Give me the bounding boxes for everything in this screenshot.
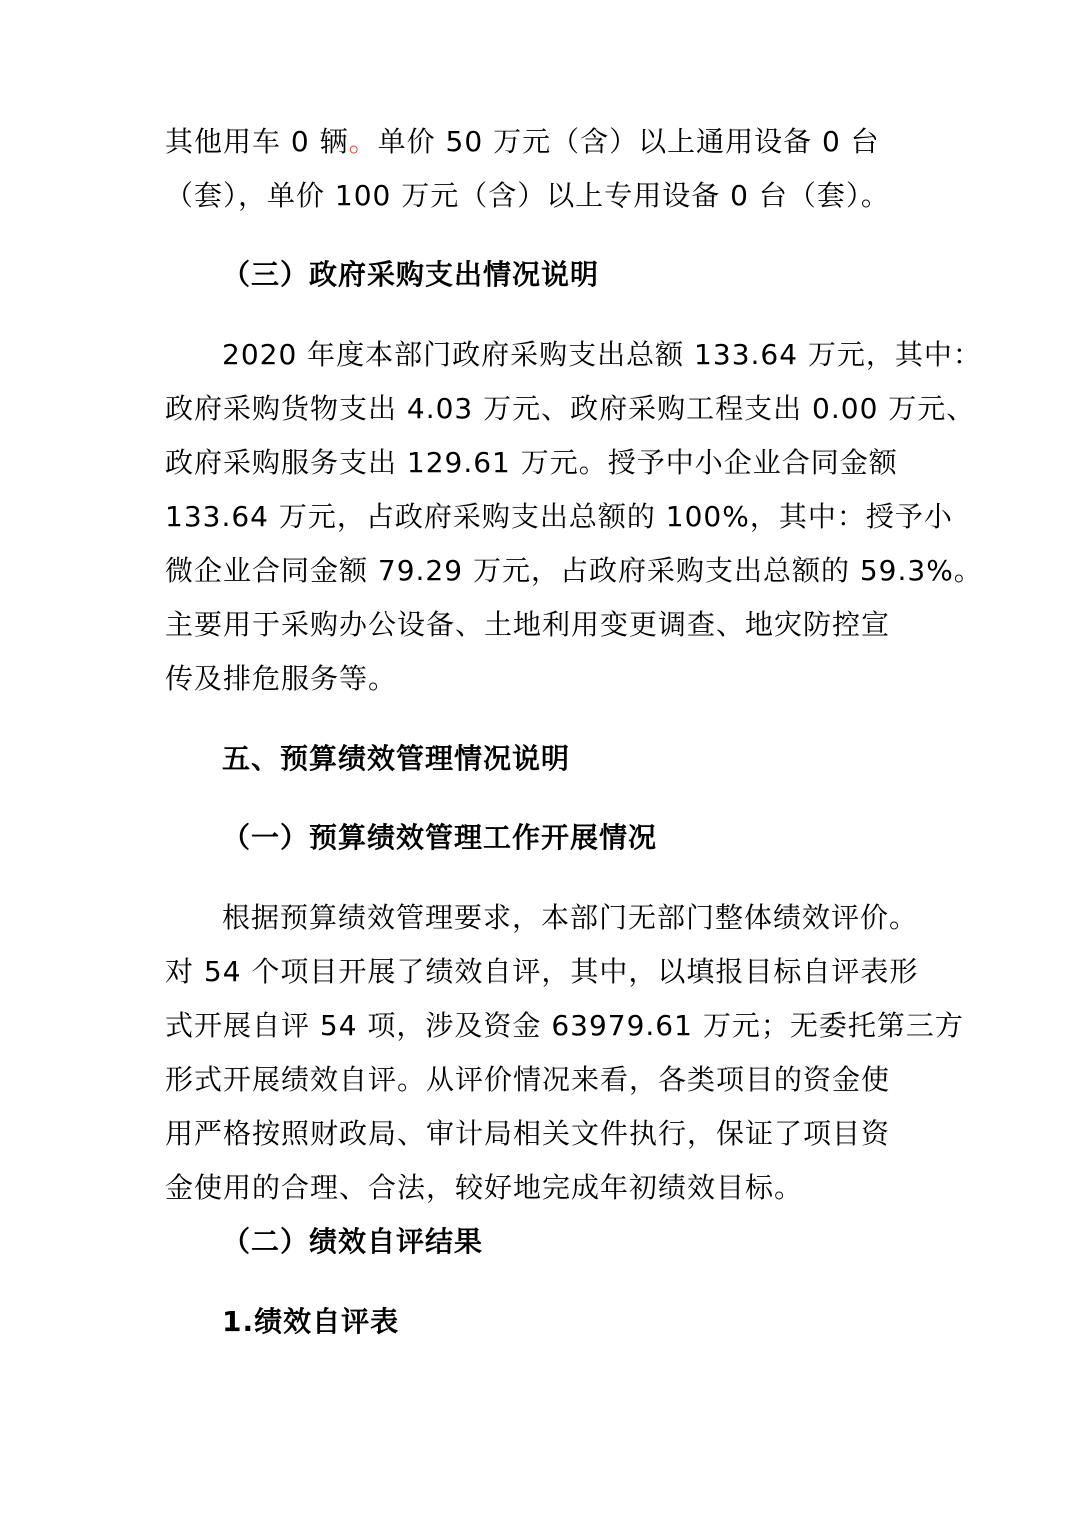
body-line: 用严格按照财政局、审计局相关文件执行，保证了项目资 [165, 1117, 891, 1150]
chapter-heading-performance: 五、预算绩效管理情况说明 [222, 742, 571, 775]
body-line: 2020 年度本部门政府采购支出总额 133.64 万元，其中： [222, 338, 982, 371]
body-line: 政府采购服务支出 129.61 万元。授予中小企业合同金额 [165, 446, 898, 479]
body-line: 金使用的合理、合法，较好地完成年初绩效目标。 [165, 1171, 804, 1204]
body-line: 式开展自评 54 项，涉及资金 63979.61 万元；无委托第三方 [165, 1009, 964, 1042]
section-heading-performance-work: （一）预算绩效管理工作开展情况 [222, 821, 658, 854]
section-heading-self-evaluation: （二）绩效自评结果 [222, 1225, 484, 1258]
punctuation-mark: 。 [348, 125, 378, 158]
body-line: （套），单价 100 万元（含）以上专用设备 0 台（套）。 [165, 179, 890, 212]
body-text: 单价 50 万元（含）以上通用设备 0 台 [377, 125, 880, 158]
body-line: 133.64 万元，占政府采购支出总额的 100%，其中：授予小 [165, 500, 953, 533]
body-line: 微企业合同金额 79.29 万元，占政府采购支出总额的 59.3%。 [165, 554, 983, 587]
subsection-heading-evaluation-table: 1.绩效自评表 [222, 1305, 400, 1338]
body-line: 对 54 个项目开展了绩效自评，其中，以填报目标自评表形 [165, 955, 919, 988]
body-line: 根据预算绩效管理要求，本部门无部门整体绩效评价。 [222, 901, 919, 934]
section-heading-procurement: （三）政府采购支出情况说明 [222, 258, 600, 291]
body-text: 其他用车 0 辆 [165, 125, 349, 158]
body-line [165, 124, 880, 160]
body-line: 传及排危服务等。 [165, 662, 398, 695]
body-line: 主要用于采购办公设备、土地利用变更调查、地灾防控宣 [165, 608, 891, 641]
body-line: 政府采购货物支出 4.03 万元、政府采购工程支出 0.00 万元、 [165, 392, 976, 425]
body-line: 形式开展绩效自评。从评价情况来看，各类项目的资金使 [165, 1063, 891, 1096]
